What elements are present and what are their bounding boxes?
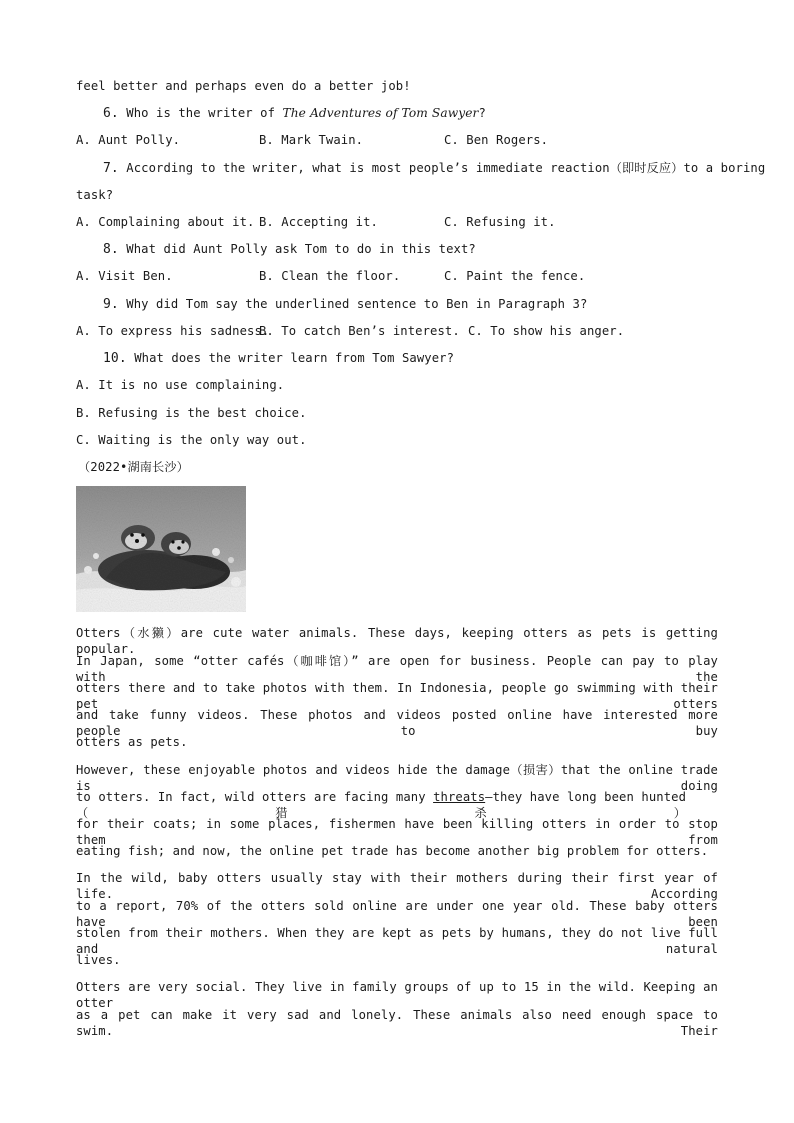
question-stem: According to the writer, what is most people’s immediate reaction（即时反应）to a boring [126,161,766,175]
question-10 [103,350,753,367]
passage-line: otters as pets. [76,735,188,749]
passage-line: lives. [76,953,121,967]
passage-line: Otters（水獭）are cute water animals. These days, keeping otters as pets is getting popular. [76,626,718,656]
option-c[interactable]: C. Refusing it. [444,215,556,229]
option-a[interactable]: A. It is no use complaining. [76,378,285,392]
passage-line: for their coats; in some places, fishermen have been killing otters in order to stop them from [76,817,718,847]
option-a[interactable]: A. Aunt Polly. [76,133,181,147]
option-c[interactable]: C. Ben Rogers. [444,133,549,147]
question-number: 10. [103,351,127,366]
option-b[interactable]: B. Refusing is the best choice. [76,406,307,420]
passage-line: to a report, 70% of the otters sold online are under one year old. These baby otters have been [76,899,718,929]
option-a[interactable]: A. Visit Ben. [76,269,173,283]
passage-line: as a pet can make it very sad and lonely. These animals also need enough space to swim. Their [76,1008,718,1038]
option-c[interactable]: C. Paint the fence. [444,269,586,283]
passage-line: However, these enjoyable photos and videos hide the damage（损害）that the online trade is doing [76,763,718,793]
option-a[interactable]: A. Complaining about it. [76,215,255,229]
question-7 [103,160,766,177]
passage-line: eating fish; and now, the online pet trade has become another big problem for otters. [76,844,709,858]
question-number: 6. [103,106,119,121]
option-c[interactable]: C. Waiting is the only way out. [76,433,307,447]
question-number: 7. [103,161,119,176]
book-title: The Adventures of Tom Sawyer [282,106,479,120]
passage-line: In Japan, some “otter cafés（咖啡馆）” are open for business. People can pay to play with the [76,654,718,684]
question-mark: ? [478,106,486,120]
passage-line: stolen from their mothers. When they are kept as pets by humans, they do not live full and natural [76,926,718,956]
otter-photo [76,486,246,612]
option-b[interactable]: B. Mark Twain. [259,133,364,147]
option-b[interactable]: B. To catch Ben’s interest. [259,324,460,338]
option-b[interactable]: B. Accepting it. [259,215,378,229]
question-7-continued: task? [76,188,114,202]
question-stem: Who is the writer of [126,106,283,120]
question-8 [103,241,753,258]
option-b[interactable]: B. Clean the floor. [259,269,401,283]
underlined-word: threats [433,790,486,804]
question-9 [103,296,753,313]
continuation-line: feel better and perhaps even do a better job! [76,79,411,93]
option-c[interactable]: C. To show his anger. [468,324,625,338]
question-number: 9. [103,297,119,312]
option-a[interactable]: A. To express his sadness. [76,324,270,338]
passage-text: to otters. In fact, wild otters are facing many [76,790,434,804]
question-stem: What does the writer learn from Tom Sawyer? [134,351,455,365]
passage-line: otters there and to take photos with them. In Indonesia, people go swimming with their pet otters [76,681,718,711]
passage-line: In the wild, baby otters usually stay with their mothers during their first year of life. According [76,871,718,901]
passage-line: Otters are very social. They live in family groups of up to 15 in the wild. Keeping an otter [76,980,718,1010]
passage-source: （2022•湖南长沙） [78,460,189,474]
passage-text: —they have long been hunted（猎杀） [76,790,687,820]
question-stem: Why did Tom say the underlined sentence to Ben in Paragraph 3? [126,297,588,311]
question-6 [103,105,753,122]
question-number: 8. [103,242,119,257]
passage-line: and take funny videos. These photos and videos posted online have interested more people to buy [76,708,718,738]
question-stem: What did Aunt Polly ask Tom to do in this text? [126,242,476,256]
passage-line [76,789,687,820]
